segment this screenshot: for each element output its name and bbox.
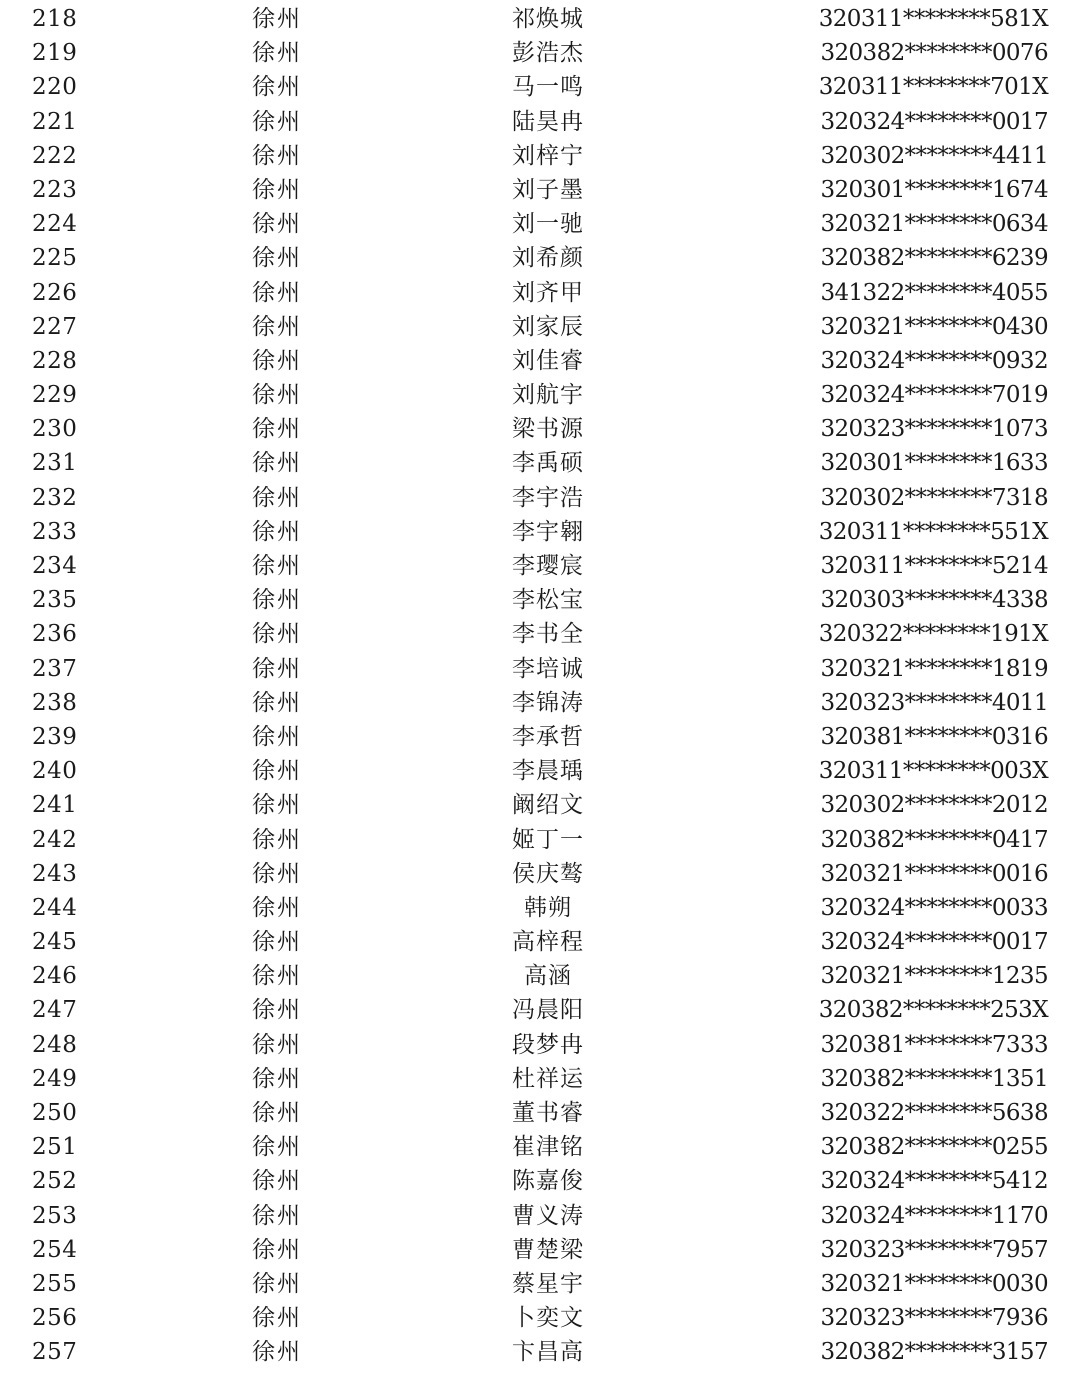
table-row: [0, 583, 1080, 617]
table-row: [0, 2, 1080, 36]
row-number: 238: [32, 689, 78, 716]
row-city: 徐州: [252, 1065, 302, 1092]
row-name: 李锦涛: [512, 689, 584, 716]
row-number: 219: [32, 40, 78, 67]
row-number: 252: [32, 1168, 78, 1195]
row-name: 刘齐甲: [512, 279, 584, 306]
row-number: 247: [32, 997, 78, 1024]
roster-table: [0, 2, 1080, 1370]
row-number: 235: [32, 587, 78, 614]
row-name: 冯晨阳: [512, 997, 584, 1024]
row-name: 李松宝: [512, 587, 584, 614]
row-name: 李晨瑀: [512, 758, 584, 785]
row-number: 240: [32, 758, 78, 785]
row-number: 223: [32, 176, 78, 203]
row-number: 244: [32, 894, 78, 921]
row-city: 徐州: [252, 279, 302, 306]
row-id-number: 320311********551X: [818, 518, 1048, 545]
table-row: [0, 70, 1080, 104]
row-id-number: 320321********1819: [820, 655, 1048, 682]
row-city: 徐州: [252, 587, 302, 614]
row-city: 徐州: [252, 860, 302, 887]
row-number: 230: [32, 416, 78, 443]
row-id-number: 320381********7333: [820, 1031, 1048, 1058]
row-id-number: 320324********0932: [820, 347, 1048, 374]
row-id-number: 320382********0417: [820, 826, 1048, 853]
row-name: 刘佳睿: [512, 347, 584, 374]
row-city: 徐州: [252, 108, 302, 135]
table-row: [0, 1301, 1080, 1335]
table-row: [0, 959, 1080, 993]
row-id-number: 320382********6239: [820, 245, 1048, 272]
row-city: 徐州: [252, 1100, 302, 1126]
row-name: 陆昊冉: [512, 108, 584, 135]
table-row: [0, 720, 1080, 754]
row-name: 刘一驰: [512, 211, 584, 238]
row-id-number: 320321********0634: [820, 211, 1048, 238]
row-id-number: 320301********1674: [820, 176, 1048, 203]
row-id-number: 320382********3157: [820, 1339, 1048, 1366]
row-city: 徐州: [252, 74, 302, 101]
table-row: [0, 823, 1080, 857]
row-id-number: 320323********4011: [820, 689, 1048, 716]
table-row: [0, 1028, 1080, 1062]
row-id-number: 320323********7957: [820, 1236, 1048, 1263]
row-number: 225: [32, 245, 78, 272]
table-row: [0, 207, 1080, 241]
row-id-number: 320381********0316: [820, 723, 1048, 750]
row-name: 姬丁一: [512, 826, 584, 853]
row-city: 徐州: [252, 792, 302, 819]
row-number: 242: [32, 826, 78, 853]
row-name: 李承哲: [512, 723, 584, 750]
row-city: 徐州: [252, 382, 302, 409]
table-row: [0, 891, 1080, 925]
row-city: 徐州: [252, 1236, 302, 1263]
row-number: 251: [32, 1134, 78, 1161]
row-name: 梁书源: [512, 416, 584, 443]
row-city: 徐州: [252, 313, 302, 340]
row-number: 224: [32, 211, 78, 238]
row-name: 刘家辰: [512, 313, 584, 340]
row-name: 曹楚梁: [512, 1236, 584, 1263]
row-id-number: 320301********1633: [820, 450, 1048, 477]
row-city: 徐州: [252, 723, 302, 750]
row-id-number: 320324********1170: [820, 1202, 1048, 1229]
row-city: 徐州: [252, 963, 302, 990]
row-number: 229: [32, 382, 78, 409]
table-row: [0, 173, 1080, 207]
table-row: [0, 1096, 1080, 1130]
row-number: 233: [32, 518, 78, 545]
table-row: [0, 1267, 1080, 1301]
row-id-number: 320322********5638: [820, 1100, 1048, 1126]
row-name: 刘子墨: [512, 176, 584, 203]
table-row: [0, 652, 1080, 686]
row-number: 221: [32, 108, 78, 135]
row-number: 241: [32, 792, 78, 819]
table-row: [0, 1233, 1080, 1267]
row-number: 243: [32, 860, 78, 887]
row-name: 陈嘉俊: [512, 1168, 584, 1195]
row-name: 李禹硕: [512, 450, 584, 477]
table-row: [0, 412, 1080, 446]
row-number: 220: [32, 74, 78, 101]
row-id-number: 320303********4338: [820, 587, 1048, 614]
table-row: [0, 788, 1080, 822]
row-number: 249: [32, 1065, 78, 1092]
row-city: 徐州: [252, 929, 302, 956]
row-city: 徐州: [252, 655, 302, 682]
row-id-number: 320311********581X: [818, 6, 1048, 32]
row-number: 253: [32, 1202, 78, 1229]
row-name: 李培诚: [512, 655, 584, 682]
row-name: 李宇翱: [512, 518, 584, 545]
table-row: [0, 686, 1080, 720]
row-id-number: 320382********1351: [820, 1065, 1048, 1092]
row-number: 246: [32, 963, 78, 990]
row-id-number: 320321********0016: [820, 860, 1048, 887]
row-id-number: 320323********1073: [820, 416, 1048, 443]
row-number: 234: [32, 553, 78, 579]
row-id-number: 320302********7318: [820, 484, 1048, 511]
row-city: 徐州: [252, 1305, 302, 1332]
row-name: 董书睿: [512, 1100, 584, 1126]
row-number: 248: [32, 1031, 78, 1058]
row-number: 228: [32, 347, 78, 374]
table-row: [0, 36, 1080, 70]
row-name: 李书全: [512, 621, 584, 648]
row-city: 徐州: [252, 621, 302, 648]
row-city: 徐州: [252, 1270, 302, 1297]
row-city: 徐州: [252, 1202, 302, 1229]
row-name: 刘梓宁: [512, 142, 584, 169]
row-number: 227: [32, 313, 78, 340]
row-city: 徐州: [252, 1168, 302, 1195]
row-city: 徐州: [252, 176, 302, 203]
row-name: 崔津铭: [512, 1134, 584, 1161]
table-row: [0, 754, 1080, 788]
row-id-number: 320382********253X: [818, 997, 1048, 1024]
row-number: 236: [32, 621, 78, 648]
table-row: [0, 993, 1080, 1027]
table-row: [0, 515, 1080, 549]
table-row: [0, 276, 1080, 310]
row-id-number: 320324********5412: [820, 1168, 1048, 1195]
row-id-number: 320322********191X: [818, 621, 1048, 648]
row-name: 高涵: [524, 963, 572, 990]
row-city: 徐州: [252, 1031, 302, 1058]
table-row: [0, 617, 1080, 651]
row-id-number: 320382********0076: [820, 40, 1048, 67]
row-number: 239: [32, 723, 78, 750]
row-number: 257: [32, 1339, 78, 1366]
table-row: [0, 1130, 1080, 1164]
row-id-number: 320324********0017: [820, 108, 1048, 135]
row-city: 徐州: [252, 894, 302, 921]
row-city: 徐州: [252, 1339, 302, 1366]
row-name: 李宇浩: [512, 484, 584, 511]
row-id-number: 320324********7019: [820, 382, 1048, 409]
row-city: 徐州: [252, 40, 302, 67]
row-id-number: 320324********0033: [820, 894, 1048, 921]
table-row: [0, 1164, 1080, 1198]
row-city: 徐州: [252, 997, 302, 1024]
row-name: 卞昌高: [512, 1339, 584, 1366]
table-row: [0, 925, 1080, 959]
row-city: 徐州: [252, 826, 302, 853]
row-city: 徐州: [252, 553, 302, 579]
row-number: 222: [32, 142, 78, 169]
row-id-number: 320321********0430: [820, 313, 1048, 340]
row-name: 马一鸣: [512, 74, 584, 101]
row-number: 232: [32, 484, 78, 511]
row-city: 徐州: [252, 245, 302, 272]
row-name: 彭浩杰: [512, 40, 584, 67]
row-number: 256: [32, 1305, 78, 1332]
row-city: 徐州: [252, 211, 302, 238]
row-city: 徐州: [252, 518, 302, 545]
row-number: 231: [32, 450, 78, 477]
table-row: [0, 310, 1080, 344]
row-name: 韩朔: [524, 894, 572, 921]
row-name: 侯庆骜: [512, 860, 584, 887]
row-id-number: 320302********4411: [820, 142, 1048, 169]
table-row: [0, 344, 1080, 378]
row-number: 237: [32, 655, 78, 682]
table-row: [0, 481, 1080, 515]
row-name: 阚绍文: [512, 792, 584, 819]
row-name: 卜奕文: [512, 1305, 584, 1332]
row-id-number: 320302********2012: [820, 792, 1048, 819]
table-row: [0, 1199, 1080, 1233]
row-id-number: 320311********5214: [820, 553, 1048, 579]
table-row: [0, 241, 1080, 275]
row-number: 250: [32, 1100, 78, 1126]
row-city: 徐州: [252, 450, 302, 477]
row-id-number: 320324********0017: [820, 929, 1048, 956]
table-row: [0, 378, 1080, 412]
row-id-number: 320323********7936: [820, 1305, 1048, 1332]
row-number: 218: [32, 6, 78, 32]
table-row: [0, 857, 1080, 891]
row-name: 段梦冉: [512, 1031, 584, 1058]
row-city: 徐州: [252, 689, 302, 716]
row-city: 徐州: [252, 416, 302, 443]
table-row: [0, 1335, 1080, 1369]
row-name: 蔡星宇: [512, 1270, 584, 1297]
row-id-number: 320321********1235: [820, 963, 1048, 990]
table-row: [0, 549, 1080, 583]
row-city: 徐州: [252, 1134, 302, 1161]
row-city: 徐州: [252, 484, 302, 511]
row-id-number: 320321********0030: [820, 1270, 1048, 1297]
row-city: 徐州: [252, 6, 302, 32]
row-city: 徐州: [252, 347, 302, 374]
row-name: 李璎宸: [512, 553, 584, 579]
table-row: [0, 105, 1080, 139]
table-row: [0, 139, 1080, 173]
row-number: 226: [32, 279, 78, 306]
row-city: 徐州: [252, 142, 302, 169]
row-city: 徐州: [252, 758, 302, 785]
row-number: 255: [32, 1270, 78, 1297]
row-name: 曹义涛: [512, 1202, 584, 1229]
row-name: 高梓程: [512, 929, 584, 956]
row-name: 刘希颜: [512, 245, 584, 272]
row-number: 245: [32, 929, 78, 956]
row-id-number: 320382********0255: [820, 1134, 1048, 1161]
table-row: [0, 1062, 1080, 1096]
table-row: [0, 446, 1080, 480]
row-id-number: 341322********4055: [820, 279, 1048, 306]
row-name: 祁焕城: [512, 6, 584, 32]
row-id-number: 320311********003X: [818, 758, 1048, 785]
row-id-number: 320311********701X: [818, 74, 1048, 101]
row-name: 杜祥运: [512, 1065, 584, 1092]
row-name: 刘航宇: [512, 382, 584, 409]
row-number: 254: [32, 1236, 78, 1263]
